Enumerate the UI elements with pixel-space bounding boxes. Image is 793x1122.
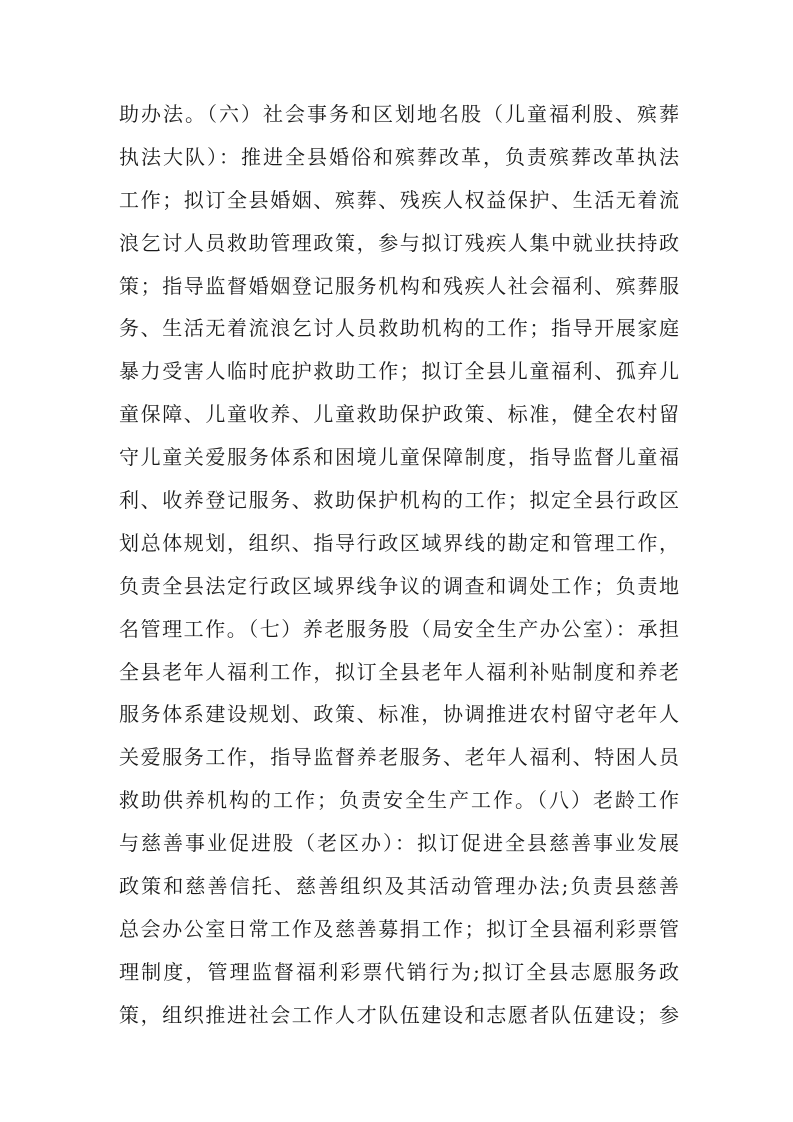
body-paragraph: [119, 93, 679, 1037]
text-line: 暴力受害人临时庇护救助工作；拟订全县儿童福利、孤弃儿: [119, 359, 679, 384]
text-line: 与慈善事业促进股（老区办）：拟订促进全县慈善事业发展: [119, 831, 679, 856]
text-line: 关爱服务工作，指导监督养老服务、老年人福利、特困人员: [119, 745, 679, 770]
text-line: 全县老年人福利工作，拟订全县老年人福利补贴制度和养老: [119, 659, 679, 684]
text-line: 守儿童关爱服务体系和困境儿童保障制度，指导监督儿童福: [119, 445, 679, 470]
text-line: 助办法。（六）社会事务和区划地名股（儿童福利股、殡葬: [119, 102, 679, 126]
text-line: 划总体规划，组织、指导行政区域界线的勘定和管理工作，: [119, 530, 679, 555]
text-line: 服务体系建设规划、政策、标准，协调推进农村留守老年人: [119, 702, 679, 727]
text-line: 策，组织推进社会工作人才队伍建设和志愿者队伍建设；参: [119, 1002, 679, 1027]
text-line: 执法大队）：推进全县婚俗和殡葬改革，负责殡葬改革执法: [119, 144, 679, 169]
text-line: 务、生活无着流浪乞讨人员救助机构的工作；指导开展家庭: [119, 316, 679, 341]
text-line: 策；指导监督婚姻登记服务机构和残疾人社会福利、殡葬服: [119, 273, 679, 298]
text-line: 总会办公室日常工作及慈善募捐工作；拟订全县福利彩票管: [119, 916, 679, 941]
text-line: 救助供养机构的工作；负责安全生产工作。（八）老龄工作: [119, 788, 679, 813]
text-line: 理制度，管理监督福利彩票代销行为;拟订全县志愿服务政: [119, 959, 679, 984]
text-line: 童保障、儿童收养、儿童救助保护政策、标准，健全农村留: [119, 402, 679, 427]
text-line: 工作；拟订全县婚姻、殡葬、残疾人权益保护、生活无着流: [119, 187, 679, 212]
text-line: 负责全县法定行政区域界线争议的调查和调处工作；负责地: [119, 573, 679, 598]
text-line: 政策和慈善信托、慈善组织及其活动管理办法;负责县慈善: [119, 874, 679, 899]
text-line: 名管理工作。（七）养老服务股（局安全生产办公室）：承担: [119, 616, 679, 641]
text-line: 利、收养登记服务、救助保护机构的工作；拟定全县行政区: [119, 488, 679, 513]
text-line: 浪乞讨人员救助管理政策，参与拟订残疾人集中就业扶持政: [119, 230, 679, 255]
